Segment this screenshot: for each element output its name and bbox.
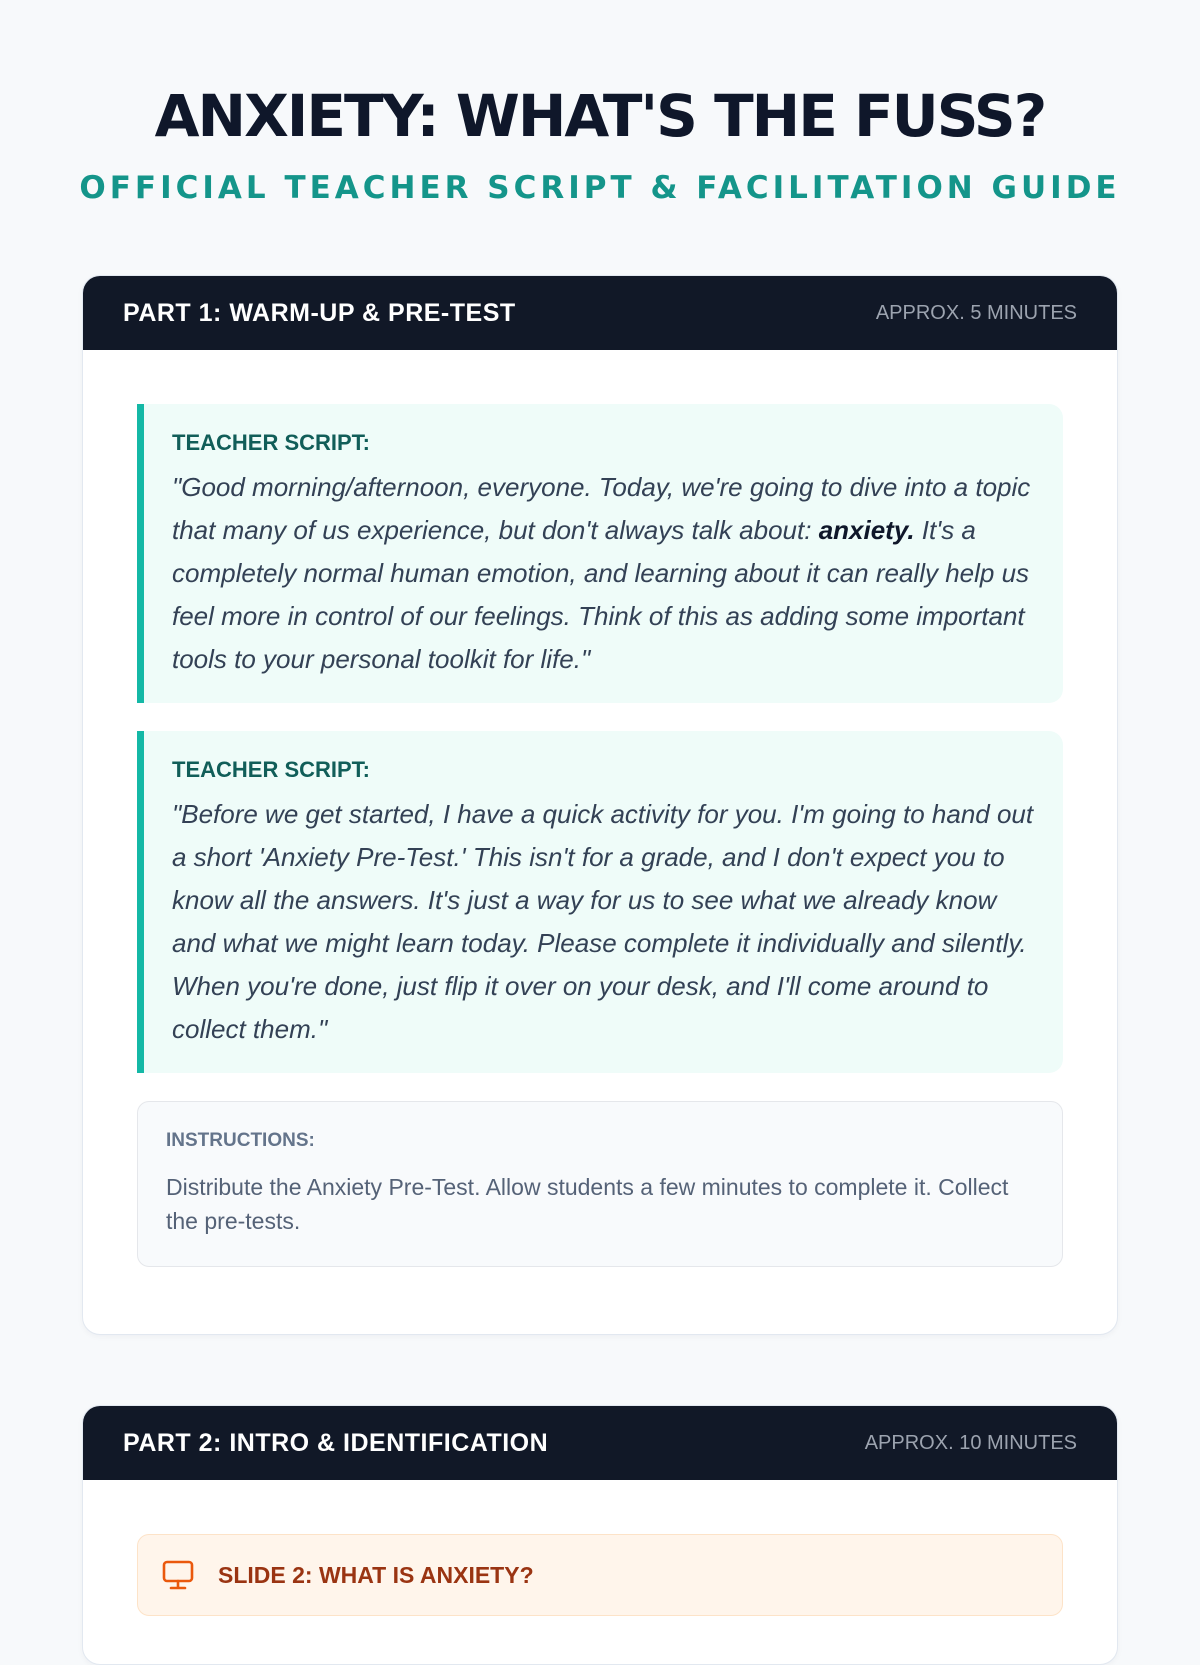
page-title: ANXIETY: WHAT'S THE FUSS?: [154, 82, 1046, 150]
slide-title: SLIDE 2: WHAT IS ANXIETY?: [218, 1561, 534, 1588]
teacher-script-text: "Before we get started, I have a quick activity for you. I'm going to hand out a short 'Anxiety Pre-Test.' This isn't for a grade, and I don't expect you to know all the answers. It's just a way for us to see what we already know and what we might learn today. Please complete it individually and silently. When you're done, just flip it over on your desk, and I'll come around to collect them.": [172, 799, 1034, 1044]
script-emphasis: anxiety.: [818, 515, 915, 545]
page-subtitle: OFFICIAL TEACHER SCRIPT & FACILITATION GUIDE: [79, 170, 1121, 206]
part-2-title: PART 2: INTRO & IDENTIFICATION: [123, 1428, 549, 1457]
instructions-box: [137, 1101, 1063, 1267]
teacher-script-label: TEACHER SCRIPT:: [172, 757, 371, 782]
part-2-header: [83, 1406, 1117, 1480]
part-2-body: [83, 1480, 1117, 1665]
part-1-header: [83, 276, 1117, 350]
monitor-icon: [160, 1557, 196, 1593]
page-header: [0, 0, 1200, 206]
teacher-script-box: [137, 404, 1063, 703]
part-1-body: [83, 350, 1117, 1321]
slide-callout: [137, 1534, 1063, 1616]
script-text-before: "Good morning/afternoon, everyone. Today, we're going to dive into a topic that many of us experience, but don't always talk about:: [172, 472, 1031, 545]
teacher-script-label: TEACHER SCRIPT:: [172, 430, 371, 455]
part-1-title: PART 1: WARM-UP & PRE-TEST: [123, 298, 516, 327]
script-text-after: It's a completely normal human emotion, and learning about it can really help us feel more in control of our feelings. Think of this as adding some important tools to your personal toolkit for life.": [172, 515, 1030, 674]
part-1-duration: APPROX. 5 MINUTES: [875, 301, 1077, 324]
teacher-script-box: [137, 731, 1063, 1073]
part-2-duration: APPROX. 10 MINUTES: [864, 1431, 1077, 1454]
part-2-card: [82, 1405, 1118, 1665]
teacher-script-text: [172, 466, 1037, 681]
instructions-label: INSTRUCTIONS:: [166, 1130, 315, 1151]
part-1-card: [82, 275, 1118, 1335]
instructions-text: Distribute the Anxiety Pre-Test. Allow students a few minutes to complete it. Collect the pre-tests.: [166, 1174, 1009, 1234]
